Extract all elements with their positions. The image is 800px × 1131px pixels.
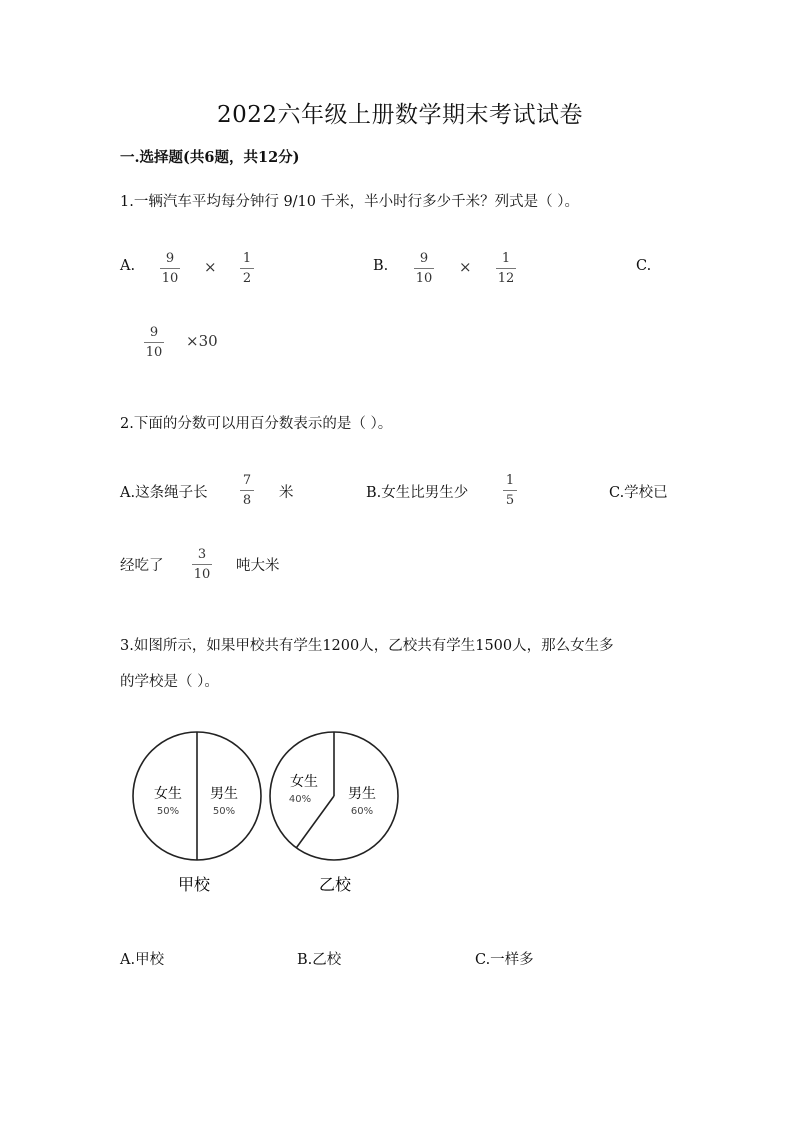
question-3-line-1: 3.如图所示，如果甲校共有学生1200人，乙校共有学生1500人，那么女生多: [120, 638, 614, 654]
q1-option-a-operator: ×: [204, 258, 217, 276]
q1-option-a-fraction-2: [240, 251, 254, 286]
q2-option-b-prefix: B.女生比男生少: [366, 485, 469, 501]
numerator: 7: [242, 473, 252, 488]
pie-yi-slice-1-value: 40%: [288, 794, 312, 805]
denominator: 12: [497, 271, 515, 286]
q3-option-c: C.一样多: [475, 952, 534, 968]
numerator: 9: [149, 325, 159, 340]
denominator: 10: [161, 271, 179, 286]
q3-option-a: A.甲校: [120, 952, 165, 968]
q2-option-c-fraction: [192, 547, 212, 582]
question-3-line-2: 的学校是（ ）。: [120, 674, 219, 690]
numerator: 9: [165, 251, 175, 266]
q1-option-a-label: A.: [120, 258, 136, 274]
q2-option-c-line2-prefix: 经吃了: [120, 558, 164, 574]
question-1-text: 1.一辆汽车平均每分钟行 9/10 千米，半小时行多少千米？列式是（ ）。: [120, 194, 579, 210]
q2-option-a-prefix: A.这条绳子长: [120, 485, 208, 501]
q1-option-b-fraction-1: [414, 251, 434, 286]
q3-option-b: B.乙校: [297, 952, 342, 968]
denominator: 10: [193, 567, 211, 582]
q1-option-c-label: C.: [636, 258, 652, 274]
denominator: 10: [145, 345, 163, 360]
numerator: 9: [419, 251, 429, 266]
q1-option-b-fraction-2: [496, 251, 516, 286]
pie-charts-figure: [120, 720, 420, 910]
pie-yi-slice-1-label: 女生: [290, 774, 318, 790]
section-header: 一.选择题(共6题，共12分): [120, 149, 300, 166]
pie-chart-jia: [133, 732, 261, 894]
numerator: 3: [197, 547, 207, 562]
q1-option-c-fraction: [144, 325, 164, 360]
pie-yi-slice-2-value: 60%: [350, 806, 374, 817]
denominator: 8: [242, 493, 252, 508]
pie-yi-slice-2-label: 男生: [348, 786, 376, 802]
denominator: 2: [242, 271, 252, 286]
q2-option-c-suffix: 吨大米: [236, 558, 280, 574]
q2-option-b-fraction: [503, 473, 517, 508]
q1-option-b-operator: ×: [459, 258, 472, 276]
q2-option-a-fraction: [240, 473, 254, 508]
pie-jia-slice-1-label: 女生: [154, 786, 182, 802]
q2-option-c-prefix: C.学校已: [609, 485, 668, 501]
exam-title: 2022六年级上册数学期末考试试卷: [216, 102, 584, 128]
q1-option-a-fraction-1: [160, 251, 180, 286]
pie-jia-slice-2-value: 50%: [212, 806, 236, 817]
pie-jia-slice-1-value: 50%: [156, 806, 180, 817]
pie-yi-caption: 乙校: [318, 875, 352, 894]
denominator: 10: [415, 271, 433, 286]
numerator: 1: [505, 473, 515, 488]
numerator: 1: [501, 251, 511, 266]
q1-option-c-rest: ×30: [186, 332, 218, 350]
pie-jia-caption: 甲校: [177, 875, 211, 894]
numerator: 1: [242, 251, 252, 266]
denominator: 5: [505, 493, 515, 508]
pie-jia-slice-2-label: 男生: [210, 786, 238, 802]
pie-chart-yi: [270, 732, 398, 894]
q2-option-a-suffix: 米: [279, 485, 294, 501]
question-2-text: 2.下面的分数可以用百分数表示的是（ ）。: [120, 416, 393, 432]
q1-option-b-label: B.: [373, 258, 389, 274]
